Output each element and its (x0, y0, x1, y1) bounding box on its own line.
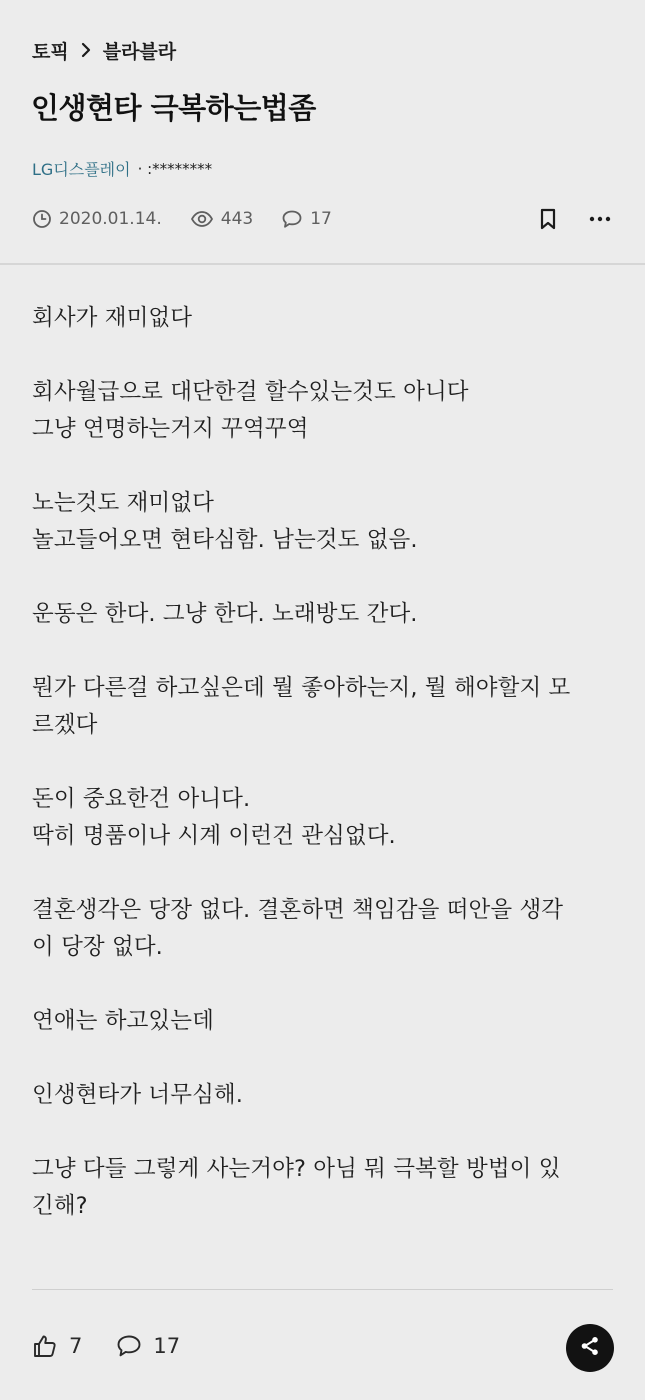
share-icon (579, 1335, 601, 1361)
post-paragraph (32, 781, 617, 855)
page-title: 인생현타 극복하는법좀 (31, 91, 316, 125)
post-views (190, 209, 253, 229)
share-button[interactable] (566, 1324, 614, 1372)
post-line: 그냥 연명하는거지 꾸역꾸역 (32, 416, 309, 442)
company-link[interactable]: LG디스플레이 (32, 160, 131, 179)
comment-count: 17 (153, 1334, 181, 1358)
post-body (32, 300, 617, 1225)
post-line: 돈이 중요한건 아니다. (32, 786, 251, 812)
post-line: 뭔가 다른걸 하고싶은데 뭘 좋아하는지, 뭘 해야할지 모 (32, 675, 571, 701)
post-paragraph (32, 1151, 617, 1225)
post-paragraph (32, 596, 617, 633)
thumbs-up-icon (32, 1333, 69, 1359)
bookmark-icon[interactable] (533, 204, 563, 234)
post-paragraph (32, 670, 617, 744)
post-paragraph (32, 1003, 617, 1040)
post-comments-count: 17 (310, 209, 332, 229)
post-line: 연애는 하고있는데 (32, 1008, 214, 1034)
post-paragraph (32, 485, 617, 559)
footer-divider (32, 1289, 613, 1290)
breadcrumb-board[interactable]: 블라블라 (102, 40, 177, 63)
header-divider (0, 263, 645, 265)
post-line: 놀고들어오면 현타심함. 남는것도 없음. (32, 527, 418, 553)
chevron-right-icon (69, 42, 103, 58)
post-line: 그냥 다들 그렇게 사는거야? 아님 뭐 극복할 방법이 있 (32, 1156, 561, 1182)
post-line: 회사가 재미없다 (32, 305, 193, 331)
post-line: 노는것도 재미없다 (32, 490, 214, 516)
post-line: 딱히 명품이나 시계 이런건 관심없다. (32, 823, 396, 849)
post-views-count: 443 (220, 209, 254, 229)
post-date (32, 209, 162, 229)
more-icon[interactable] (585, 204, 615, 234)
post-line: 인생현타가 너무심해. (32, 1082, 244, 1108)
post-line: 회사월급으로 대단한걸 할수있는것도 아니다 (32, 379, 469, 405)
eye-icon (190, 209, 221, 229)
breadcrumb-topic[interactable]: 토픽 (32, 40, 69, 63)
post-meta (32, 206, 360, 232)
post-line: 이 당장 없다. (32, 934, 163, 960)
post-paragraph (32, 892, 617, 966)
post-paragraph (32, 1077, 617, 1114)
comment-icon (281, 209, 310, 229)
author-name: · :******** (137, 159, 213, 178)
like-count: 7 (69, 1334, 83, 1358)
post-line: 긴해? (32, 1193, 88, 1219)
post-comments[interactable] (281, 209, 332, 229)
author-line (32, 157, 212, 180)
post-actions (533, 204, 615, 234)
post-paragraph (32, 300, 617, 337)
comment-icon (116, 1334, 153, 1358)
like-button[interactable] (32, 1333, 82, 1359)
post-line: 르겠다 (32, 712, 98, 738)
post-line: 결혼생각은 당장 없다. 결혼하면 책임감을 떠안을 생각 (32, 897, 564, 923)
clock-icon (32, 209, 59, 229)
post-line: 운동은 한다. 그냥 한다. 노래방도 간다. (32, 601, 418, 627)
post-date-text: 2020.01.14. (59, 209, 162, 229)
comment-button[interactable] (116, 1334, 180, 1358)
post-paragraph (32, 374, 617, 448)
breadcrumb (32, 36, 176, 64)
post-footer (32, 1326, 214, 1366)
